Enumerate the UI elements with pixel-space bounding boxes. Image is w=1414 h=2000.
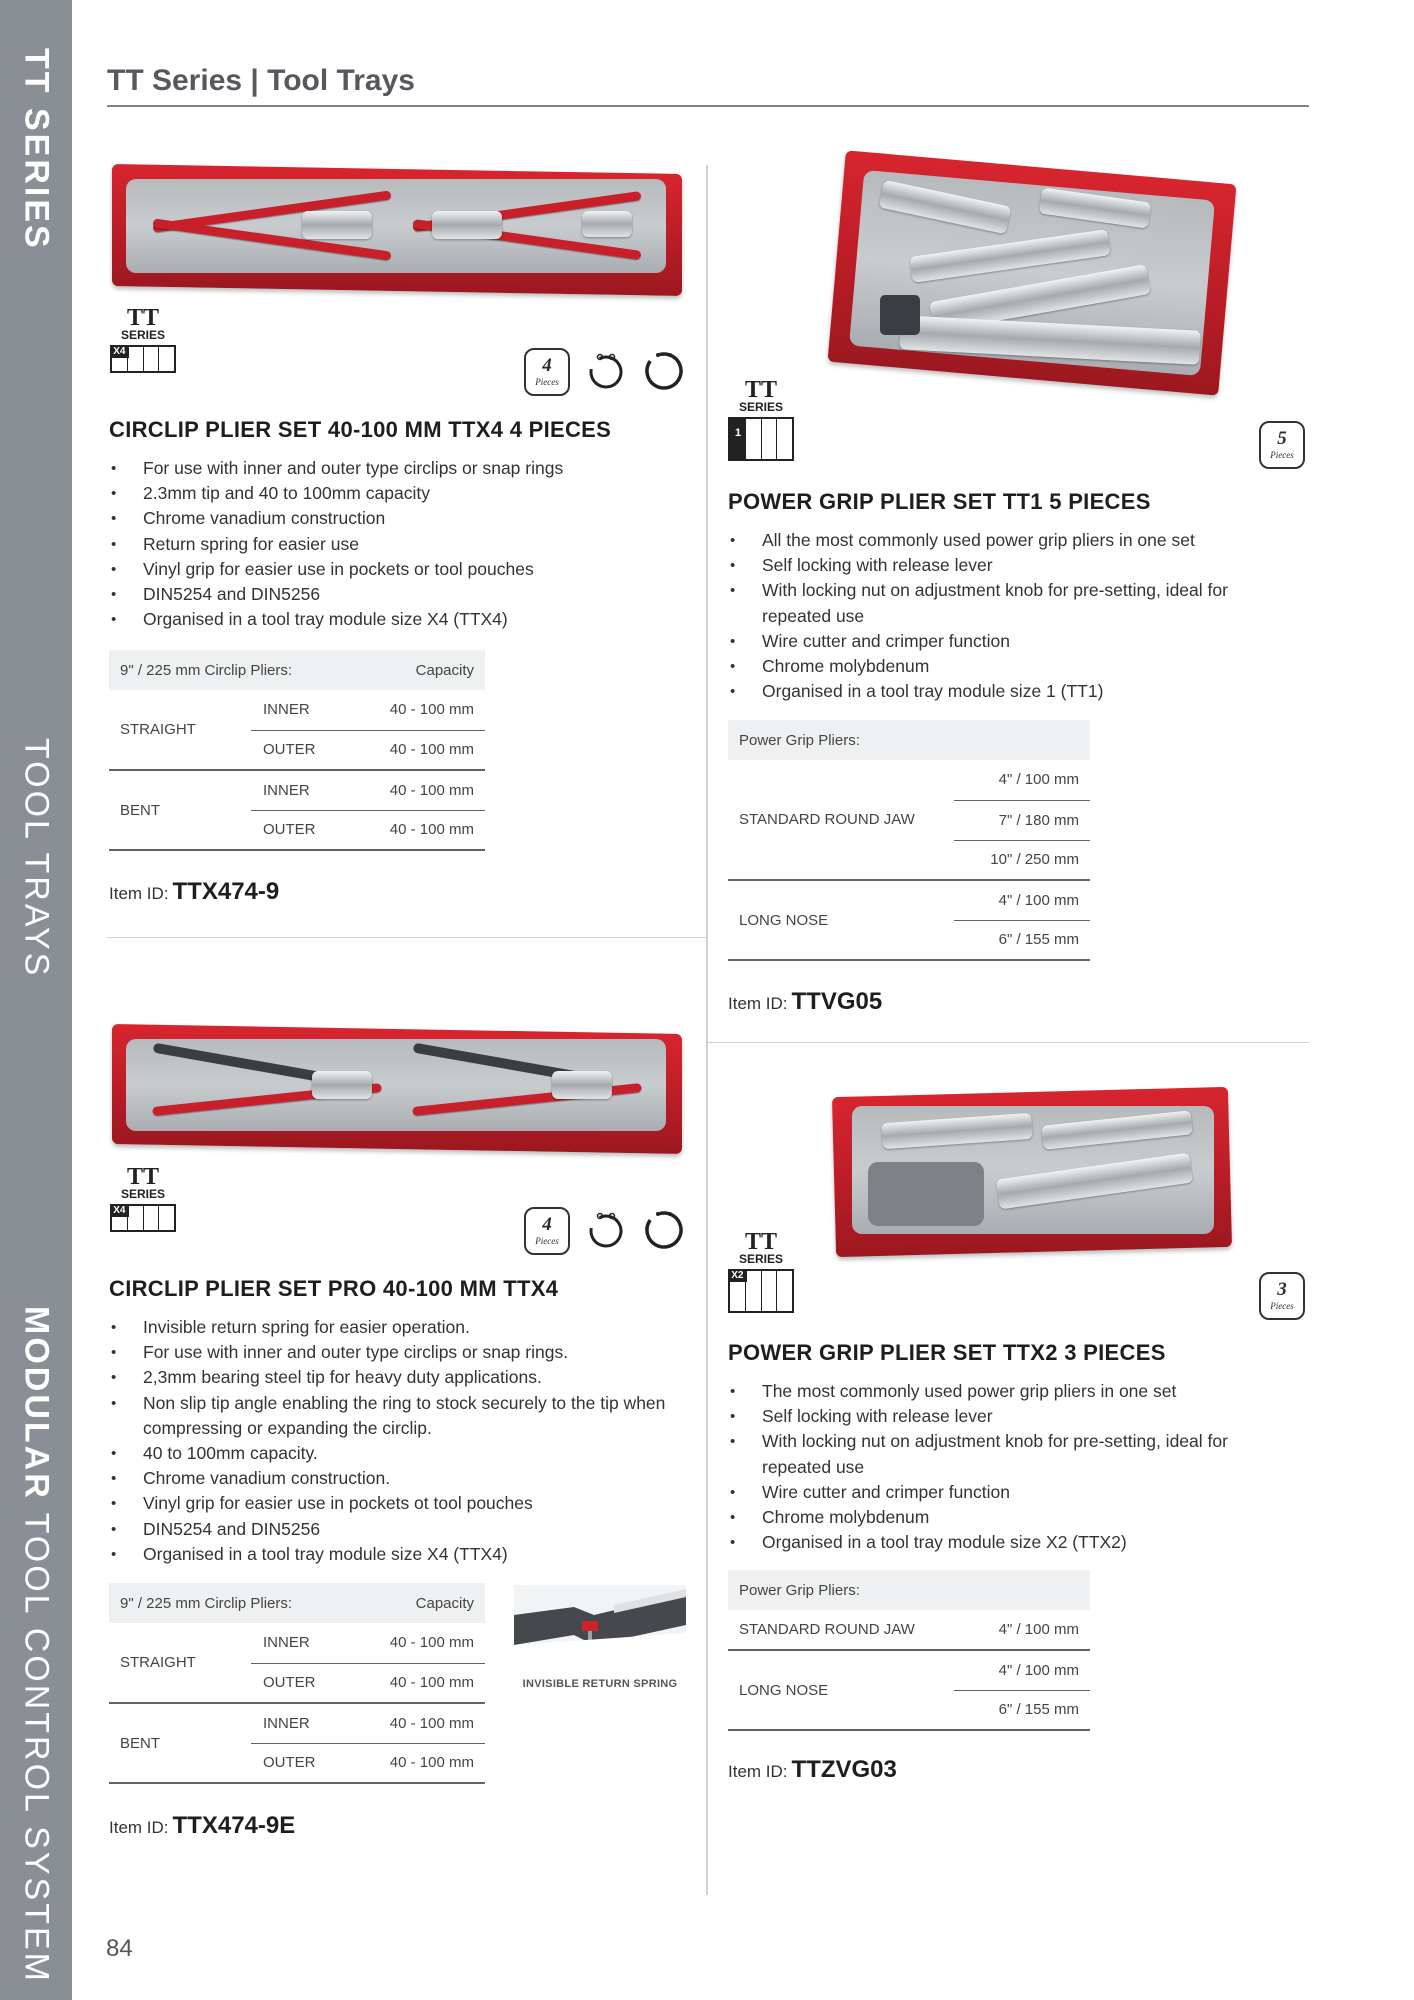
list-item: • 2.3mm tip and 40 to 100mm capacity [109,481,699,506]
spec-table [109,1583,485,1784]
table-cell: 40 - 100 mm [346,770,486,810]
table-group-label: LONG NOSE [728,1650,954,1730]
table-header: 9" / 225 mm Circlip Pliers: [109,650,346,690]
product-title: CIRCLIP PLIER SET PRO 40-100 MM TTX4 [109,1276,559,1301]
table-group-label: STANDARD ROUND JAW [728,1610,954,1650]
sidebar-label-tool-trays: TOOL TRAYS [17,738,56,979]
table-cell: 40 - 100 mm [346,1743,486,1783]
pieces-count-badge: 5 Pieces [1259,421,1305,469]
list-item: • Chrome vanadium construction [109,506,699,531]
page-number: 84 [106,1935,133,1962]
table-cell: 6" / 155 mm [954,920,1090,960]
table-cell: 6" / 155 mm [954,1690,1090,1730]
table-cell: INNER [251,690,346,730]
tt-series-logo: TT SERIES X4 [110,1167,176,1232]
module-size-indicator: X4 [110,345,176,373]
right-section-divider [708,1042,1309,1043]
feature-list [728,528,1298,704]
table-group-label: STRAIGHT [109,1623,251,1703]
product-image-ttvg05 [820,165,1240,383]
spec-table [728,720,1090,961]
feature-list [109,1315,689,1567]
product-title: POWER GRIP PLIER SET TTX2 3 PIECES [728,1340,1166,1365]
list-item: • Vinyl grip for easier use in pockets ot tool pouches [109,1491,689,1516]
list-item: • DIN5254 and DIN5256 [109,582,699,607]
list-item: • For use with inner and outer type circlips or snap rings. [109,1340,689,1365]
list-item: • Organised in a tool tray module size X4 (TTX4) [109,607,699,632]
module-size-indicator: X2 [728,1269,794,1313]
table-cell: 40 - 100 mm [346,1663,486,1703]
module-size-indicator: 1 [728,417,794,461]
item-id: Item ID: TTX474-9 [109,878,280,905]
tt-series-logo: TT SERIES 1 [728,380,794,461]
table-cell: 40 - 100 mm [346,1623,486,1663]
sidebar-label-tt-series: TT SERIES [17,48,56,251]
table-cell: 10" / 250 mm [954,840,1090,880]
item-id: Item ID: TTX474-9E [109,1812,296,1839]
pieces-count-badge: 4 Pieces [524,1207,570,1255]
table-cell: 40 - 100 mm [346,1703,486,1743]
product-image-ttzvg03 [832,1090,1232,1260]
inner-circlip-icon [588,352,624,390]
table-group-label: BENT [109,1703,251,1783]
item-id: Item ID: TTVG05 [728,988,883,1015]
list-item: • Wire cutter and crimper function [728,1480,1298,1505]
table-cell: 7" / 180 mm [954,800,1090,840]
list-item: • Vinyl grip for easier use in pockets or tool pouches [109,557,699,582]
list-item: • With locking nut on adjustment knob for pre-setting, ideal for repeated use [728,1429,1298,1479]
list-item: • For use with inner and outer type circlips or snap rings [109,456,699,481]
table-group-label: STANDARD ROUND JAW [728,760,954,880]
outer-circlip-icon [644,350,684,390]
list-item: • Non slip tip angle enabling the ring to stock securely to the tip when compressing or expanding the circlip. [109,1391,689,1441]
table-header: 9" / 225 mm Circlip Pliers: [109,1583,346,1623]
list-item: • The most commonly used power grip pliers in one set [728,1379,1298,1404]
table-cell: OUTER [251,1743,346,1783]
table-cell: 40 - 100 mm [346,810,486,850]
table-group-label: LONG NOSE [728,880,954,960]
list-item: • Self locking with release lever [728,553,1298,578]
table-cell: INNER [251,1703,346,1743]
table-cell: OUTER [251,730,346,770]
invisible-return-spring-image [514,1585,686,1667]
table-header: Power Grip Pliers: [728,1570,1090,1610]
left-section-divider [107,937,707,938]
table-cell: OUTER [251,810,346,850]
table-cell: 4" / 100 mm [954,880,1090,920]
list-item: • With locking nut on adjustment knob for pre-setting, ideal for repeated use [728,578,1298,628]
table-cell: OUTER [251,1663,346,1703]
list-item: • DIN5254 and DIN5256 [109,1517,689,1542]
item-id: Item ID: TTZVG03 [728,1756,897,1783]
page-title: TT Series | Tool Trays [107,64,415,97]
list-item: • Organised in a tool tray module size X4 (TTX4) [109,1542,689,1567]
table-cell: 4" / 100 mm [954,1650,1090,1690]
table-header: Power Grip Pliers: [728,720,1090,760]
spring-caption: INVISIBLE RETURN SPRING [522,1678,678,1690]
list-item: • Chrome vanadium construction. [109,1466,689,1491]
product-title: POWER GRIP PLIER SET TT1 5 PIECES [728,489,1151,514]
table-cell: 4" / 100 mm [954,1610,1090,1650]
list-item: • Chrome molybdenum [728,654,1298,679]
table-group-label: BENT [109,770,251,850]
tt-series-logo: TT SERIES X4 [110,308,176,373]
sidebar-label-modular-system: MODULAR TOOL CONTROL SYSTEM [17,1306,56,1984]
list-item: • Organised in a tool tray module size 1 (TT1) [728,679,1298,704]
list-item: • Return spring for easier use [109,532,699,557]
outer-circlip-icon [644,1209,684,1249]
feature-list [109,456,699,632]
pieces-count-badge: 4 Pieces [524,348,570,396]
table-cell: 40 - 100 mm [346,690,486,730]
table-cell: INNER [251,770,346,810]
list-item: • All the most commonly used power grip pliers in one set [728,528,1298,553]
title-divider [107,105,1309,107]
pieces-count-badge: 3 Pieces [1259,1272,1305,1320]
table-cell: 40 - 100 mm [346,730,486,770]
table-group-label: STRAIGHT [109,690,251,770]
sidebar [0,0,72,2000]
spec-table [728,1570,1090,1731]
inner-circlip-icon [588,1211,624,1249]
list-item: • Wire cutter and crimper function [728,629,1298,654]
list-item: • Self locking with release lever [728,1404,1298,1429]
list-item: • Invisible return spring for easier operation. [109,1315,689,1340]
product-image-ttx474-9e [112,1025,684,1153]
table-header-capacity: Capacity [346,1583,486,1623]
table-cell: 4" / 100 mm [954,760,1090,800]
product-image-ttx474-9 [112,165,684,295]
table-cell: INNER [251,1623,346,1663]
list-item: • Organised in a tool tray module size X2 (TTX2) [728,1530,1298,1555]
module-size-indicator: X4 [110,1204,176,1232]
spec-table [109,650,485,851]
list-item: • 40 to 100mm capacity. [109,1441,689,1466]
table-header-capacity: Capacity [346,650,486,690]
list-item: • 2,3mm bearing steel tip for heavy duty applications. [109,1365,689,1390]
product-title: CIRCLIP PLIER SET 40-100 MM TTX4 4 PIECES [109,417,612,442]
list-item: • Chrome molybdenum [728,1505,1298,1530]
column-divider [706,165,708,1895]
tt-series-logo: TT SERIES X2 [728,1232,794,1313]
feature-list [728,1379,1298,1555]
